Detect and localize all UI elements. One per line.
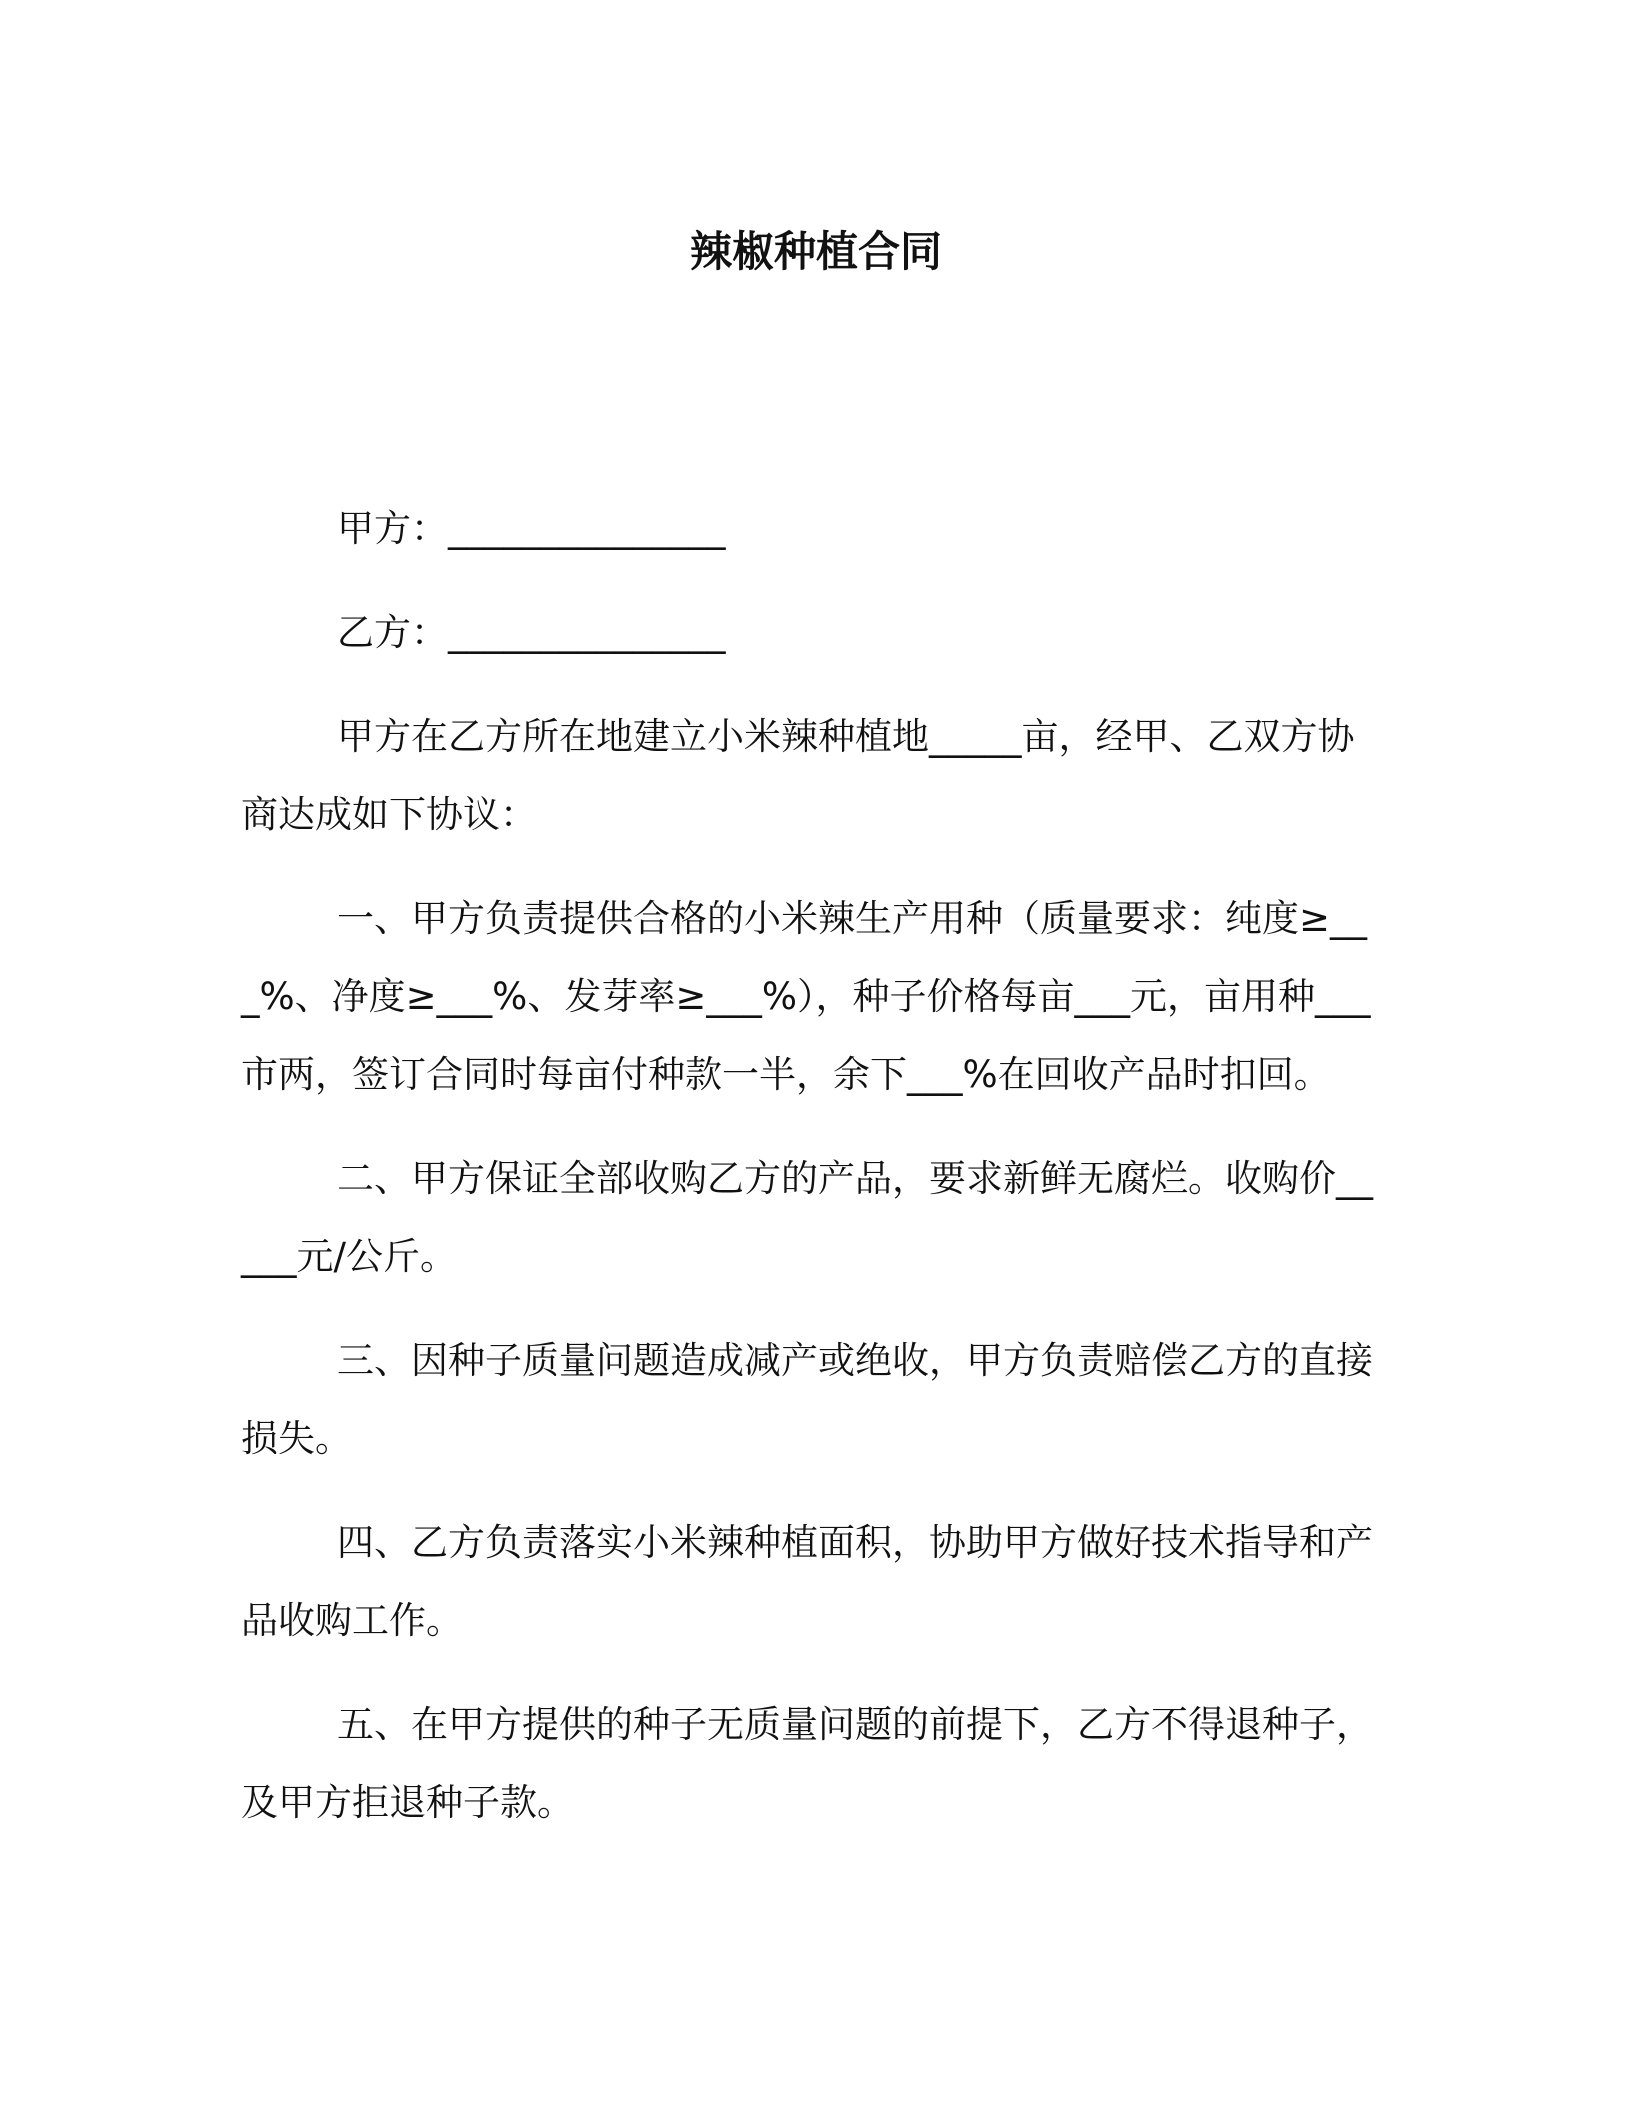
- intro-paragraph: 甲方在乙方所在地建立小米辣种植地_____亩，经甲、乙双方协商达成如下协议：: [241, 715, 1355, 836]
- document-title: 辣椒种植合同: [689, 227, 942, 276]
- clause-5: 五、在甲方提供的种子无质量问题的前提下，乙方不得退种子，及甲方拒退种子款。: [241, 1703, 1373, 1824]
- document-body: [241, 490, 1381, 1868]
- party-b-line: 乙方：_______________: [337, 611, 726, 654]
- clause-1: 一、甲方负责提供合格的小米辣生产用种（质量要求：纯度≥___%、净度≥___%、发芽率≥___%），种子价格每亩___元，亩用种___市两，签订合同时每亩付种款一半，余下___%在回收产品时扣回。: [241, 897, 1371, 1096]
- clause-2: 二、甲方保证全部收购乙方的产品，要求新鲜无腐烂。收购价_____元/公斤。: [241, 1157, 1373, 1278]
- party-a-line: 甲方：_______________: [337, 507, 726, 550]
- clause-4: 四、乙方负责落实小米辣种植面积，协助甲方做好技术指导和产品收购工作。: [241, 1521, 1373, 1642]
- clause-3: 三、因种子质量问题造成减产或绝收，甲方负责赔偿乙方的直接损失。: [241, 1339, 1373, 1460]
